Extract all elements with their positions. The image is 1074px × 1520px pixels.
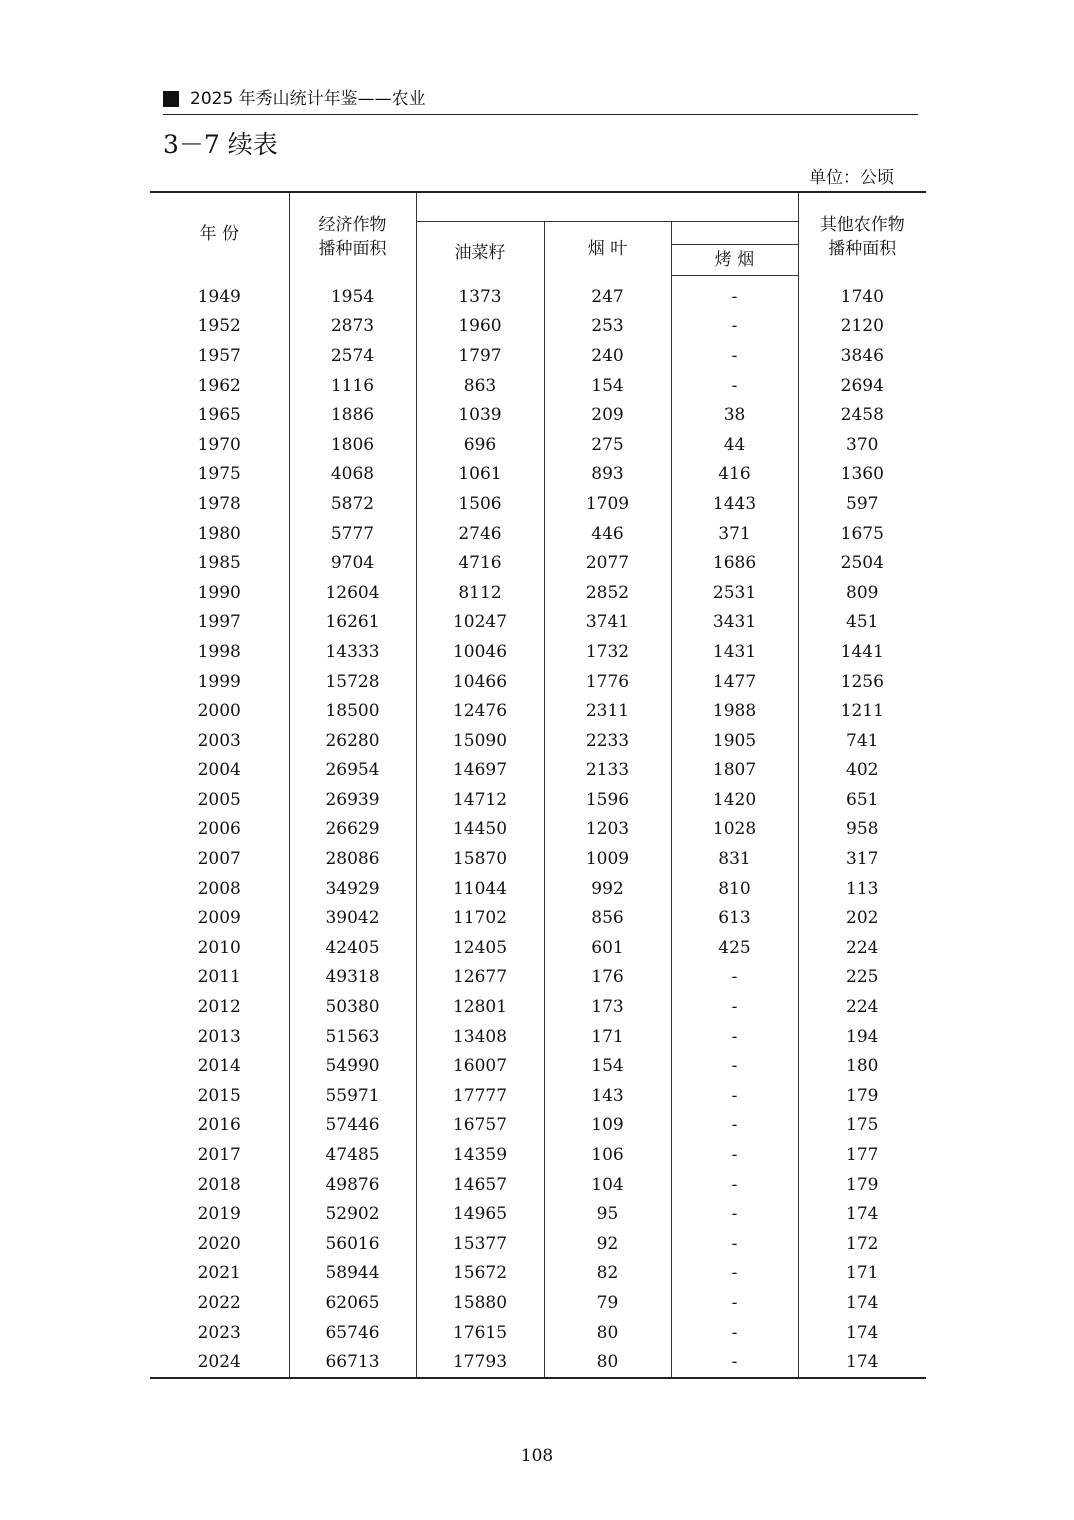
table-body bbox=[150, 276, 926, 1378]
column-header-year: 年 份 bbox=[150, 192, 289, 276]
column-header-other-area bbox=[798, 192, 926, 276]
year-cell: 2012 bbox=[197, 997, 241, 1018]
year-cell: 1980 bbox=[197, 523, 241, 544]
other-area-cell: 1211 bbox=[798, 696, 926, 726]
table-row bbox=[150, 963, 926, 993]
flue-cured-cell: 1443 bbox=[671, 489, 798, 519]
other-area-cell: 741 bbox=[798, 726, 926, 756]
rapeseed-cell: 10247 bbox=[416, 608, 544, 638]
tobacco-cell: 173 bbox=[544, 992, 671, 1022]
other-area-cell: 174 bbox=[798, 1288, 926, 1318]
rapeseed-cell: 16757 bbox=[416, 1111, 544, 1141]
table-row bbox=[150, 844, 926, 874]
rapeseed-cell: 1061 bbox=[416, 460, 544, 490]
rapeseed-cell: 15672 bbox=[416, 1259, 544, 1289]
tobacco-cell: 253 bbox=[544, 312, 671, 342]
other-area-cell: 177 bbox=[798, 1140, 926, 1170]
year-cell: 2008 bbox=[197, 878, 241, 899]
table-row bbox=[150, 578, 926, 608]
column-header-tobacco: 烟 叶 bbox=[544, 222, 671, 276]
flue-cured-cell: 371 bbox=[671, 519, 798, 549]
rapeseed-cell: 1506 bbox=[416, 489, 544, 519]
table-row bbox=[150, 460, 926, 490]
other-area-cell: 958 bbox=[798, 815, 926, 845]
econ-area-cell: 26280 bbox=[289, 726, 416, 756]
tobacco-cell: 1732 bbox=[544, 637, 671, 667]
header-group-spacer bbox=[416, 192, 798, 222]
econ-area-cell: 51563 bbox=[289, 1022, 416, 1052]
econ-area-cell: 34929 bbox=[289, 874, 416, 904]
table-row bbox=[150, 1199, 926, 1229]
year-cell: 2014 bbox=[197, 1056, 241, 1077]
flue-cured-cell: 831 bbox=[671, 844, 798, 874]
year-cell: 2016 bbox=[197, 1115, 241, 1136]
year-cell: 2018 bbox=[197, 1174, 241, 1195]
other-area-cell: 402 bbox=[798, 756, 926, 786]
tobacco-cell: 856 bbox=[544, 903, 671, 933]
year-cell: 2006 bbox=[197, 819, 241, 840]
econ-area-cell: 58944 bbox=[289, 1259, 416, 1289]
econ-area-cell: 55971 bbox=[289, 1081, 416, 1111]
econ-header-line2: 播种面积 bbox=[318, 239, 387, 259]
tobacco-cell: 109 bbox=[544, 1111, 671, 1141]
econ-area-cell: 52902 bbox=[289, 1199, 416, 1229]
table-row bbox=[150, 400, 926, 430]
other-header-line1: 其他农作物 bbox=[819, 215, 905, 235]
rapeseed-cell: 15377 bbox=[416, 1229, 544, 1259]
econ-area-cell: 62065 bbox=[289, 1288, 416, 1318]
table-row bbox=[150, 608, 926, 638]
econ-area-cell: 65746 bbox=[289, 1318, 416, 1348]
year-cell: 1975 bbox=[197, 464, 241, 485]
rapeseed-cell: 17777 bbox=[416, 1081, 544, 1111]
econ-area-cell: 39042 bbox=[289, 903, 416, 933]
page-number: 108 bbox=[520, 1446, 554, 1466]
table-row bbox=[150, 1022, 926, 1052]
tobacco-cell: 92 bbox=[544, 1229, 671, 1259]
year-cell: 1957 bbox=[197, 345, 241, 366]
flue-cured-cell: - bbox=[671, 312, 798, 342]
data-table bbox=[150, 191, 926, 1379]
year-cell: 2023 bbox=[197, 1322, 241, 1343]
year-cell: 1998 bbox=[197, 641, 241, 662]
table-title: 3－7 续表 bbox=[163, 130, 278, 159]
other-area-cell: 2694 bbox=[798, 371, 926, 401]
year-cell: 2021 bbox=[197, 1263, 241, 1284]
flue-cured-cell: - bbox=[671, 1170, 798, 1200]
tobacco-cell: 154 bbox=[544, 1051, 671, 1081]
rapeseed-cell: 863 bbox=[416, 371, 544, 401]
other-area-cell: 651 bbox=[798, 785, 926, 815]
table-row bbox=[150, 903, 926, 933]
year-cell: 2022 bbox=[197, 1292, 241, 1313]
rapeseed-cell: 1039 bbox=[416, 400, 544, 430]
other-area-cell: 171 bbox=[798, 1259, 926, 1289]
flue-cured-cell: - bbox=[671, 1022, 798, 1052]
table-row bbox=[150, 312, 926, 342]
tobacco-cell: 893 bbox=[544, 460, 671, 490]
year-cell: 2010 bbox=[197, 937, 241, 958]
flue-cured-cell: - bbox=[671, 371, 798, 401]
tobacco-cell: 171 bbox=[544, 1022, 671, 1052]
column-header-rapeseed: 油菜籽 bbox=[454, 242, 506, 263]
year-cell: 1949 bbox=[197, 286, 241, 307]
other-area-cell: 1256 bbox=[798, 667, 926, 697]
tobacco-cell: 2233 bbox=[544, 726, 671, 756]
flue-cured-cell: 810 bbox=[671, 874, 798, 904]
year-cell: 1965 bbox=[197, 405, 241, 426]
rapeseed-cell: 12677 bbox=[416, 963, 544, 993]
econ-area-cell: 15728 bbox=[289, 667, 416, 697]
year-cell: 2004 bbox=[197, 760, 241, 781]
other-area-cell: 597 bbox=[798, 489, 926, 519]
other-area-cell: 174 bbox=[798, 1199, 926, 1229]
year-cell: 2007 bbox=[197, 849, 241, 870]
tobacco-cell: 247 bbox=[544, 276, 671, 312]
tobacco-cell: 992 bbox=[544, 874, 671, 904]
table-row bbox=[150, 992, 926, 1022]
flue-cured-cell: 425 bbox=[671, 933, 798, 963]
tobacco-cell: 80 bbox=[544, 1347, 671, 1378]
tobacco-cell: 1709 bbox=[544, 489, 671, 519]
flue-cured-cell: - bbox=[671, 341, 798, 371]
table-row bbox=[150, 785, 926, 815]
flue-cured-cell: - bbox=[671, 963, 798, 993]
rapeseed-cell: 14657 bbox=[416, 1170, 544, 1200]
flue-cured-cell: - bbox=[671, 1111, 798, 1141]
rapeseed-cell: 11044 bbox=[416, 874, 544, 904]
tobacco-cell: 446 bbox=[544, 519, 671, 549]
tobacco-cell: 1009 bbox=[544, 844, 671, 874]
tobacco-cell: 95 bbox=[544, 1199, 671, 1229]
econ-area-cell: 12604 bbox=[289, 578, 416, 608]
table-row bbox=[150, 1259, 926, 1289]
econ-area-cell: 66713 bbox=[289, 1347, 416, 1378]
other-area-cell: 370 bbox=[798, 430, 926, 460]
econ-area-cell: 1886 bbox=[289, 400, 416, 430]
flue-cured-cell: - bbox=[671, 1259, 798, 1289]
table-row bbox=[150, 933, 926, 963]
econ-area-cell: 1954 bbox=[289, 276, 416, 312]
flue-cured-cell: - bbox=[671, 1288, 798, 1318]
rapeseed-cell: 14697 bbox=[416, 756, 544, 786]
other-header-line2: 播种面积 bbox=[828, 239, 897, 259]
other-area-cell: 179 bbox=[798, 1170, 926, 1200]
other-area-cell: 3846 bbox=[798, 341, 926, 371]
econ-header-line1: 经济作物 bbox=[318, 215, 387, 235]
other-area-cell: 317 bbox=[798, 844, 926, 874]
year-cell: 1970 bbox=[197, 434, 241, 455]
flue-cured-cell: - bbox=[671, 276, 798, 312]
other-area-cell: 224 bbox=[798, 933, 926, 963]
table-row bbox=[150, 1111, 926, 1141]
table-row bbox=[150, 756, 926, 786]
tobacco-cell: 275 bbox=[544, 430, 671, 460]
table-row bbox=[150, 1081, 926, 1111]
rapeseed-cell: 1960 bbox=[416, 312, 544, 342]
other-area-cell: 194 bbox=[798, 1022, 926, 1052]
running-title: 2025 年秀山统计年鉴——农业 bbox=[190, 89, 426, 109]
flue-cured-cell: 1686 bbox=[671, 548, 798, 578]
rapeseed-cell: 1797 bbox=[416, 341, 544, 371]
year-cell: 2020 bbox=[197, 1233, 241, 1254]
flue-cured-cell: 1477 bbox=[671, 667, 798, 697]
tobacco-cell: 2077 bbox=[544, 548, 671, 578]
econ-area-cell: 5872 bbox=[289, 489, 416, 519]
tobacco-cell: 1203 bbox=[544, 815, 671, 845]
econ-area-cell: 26954 bbox=[289, 756, 416, 786]
rapeseed-cell: 12476 bbox=[416, 696, 544, 726]
tobacco-cell: 82 bbox=[544, 1259, 671, 1289]
rapeseed-cell: 10466 bbox=[416, 667, 544, 697]
flue-cured-cell: 38 bbox=[671, 400, 798, 430]
year-cell: 2003 bbox=[197, 730, 241, 751]
year-cell: 1952 bbox=[197, 316, 241, 337]
econ-area-cell: 42405 bbox=[289, 933, 416, 963]
rapeseed-cell: 12801 bbox=[416, 992, 544, 1022]
table-row bbox=[150, 667, 926, 697]
other-area-cell: 224 bbox=[798, 992, 926, 1022]
econ-area-cell: 2574 bbox=[289, 341, 416, 371]
other-area-cell: 172 bbox=[798, 1229, 926, 1259]
econ-area-cell: 14333 bbox=[289, 637, 416, 667]
flue-cured-cell: 416 bbox=[671, 460, 798, 490]
year-cell: 2019 bbox=[197, 1204, 241, 1225]
flue-cured-cell: - bbox=[671, 1081, 798, 1111]
rapeseed-cell: 14359 bbox=[416, 1140, 544, 1170]
flue-cured-cell: 613 bbox=[671, 903, 798, 933]
other-area-cell: 225 bbox=[798, 963, 926, 993]
econ-area-cell: 2873 bbox=[289, 312, 416, 342]
econ-area-cell: 47485 bbox=[289, 1140, 416, 1170]
econ-area-cell: 54990 bbox=[289, 1051, 416, 1081]
other-area-cell: 174 bbox=[798, 1347, 926, 1378]
year-cell: 2005 bbox=[197, 789, 241, 810]
econ-area-cell: 56016 bbox=[289, 1229, 416, 1259]
rapeseed-cell: 16007 bbox=[416, 1051, 544, 1081]
tobacco-cell: 601 bbox=[544, 933, 671, 963]
flue-cured-cell: 1431 bbox=[671, 637, 798, 667]
table-row bbox=[150, 1288, 926, 1318]
other-area-cell: 175 bbox=[798, 1111, 926, 1141]
table-row bbox=[150, 1229, 926, 1259]
flue-cured-cell: - bbox=[671, 1347, 798, 1378]
rapeseed-cell: 10046 bbox=[416, 637, 544, 667]
year-cell: 1999 bbox=[197, 671, 241, 692]
tobacco-cell: 143 bbox=[544, 1081, 671, 1111]
rapeseed-cell: 11702 bbox=[416, 903, 544, 933]
flue-cured-cell: - bbox=[671, 992, 798, 1022]
year-cell: 1962 bbox=[197, 375, 241, 396]
table-row bbox=[150, 1051, 926, 1081]
rapeseed-cell: 2746 bbox=[416, 519, 544, 549]
econ-area-cell: 26629 bbox=[289, 815, 416, 845]
header-square-icon bbox=[163, 91, 179, 107]
flue-cured-cell: - bbox=[671, 1229, 798, 1259]
tobacco-cell: 209 bbox=[544, 400, 671, 430]
tobacco-cell: 1776 bbox=[544, 667, 671, 697]
tobacco-cell: 2852 bbox=[544, 578, 671, 608]
flue-cured-cell: 1905 bbox=[671, 726, 798, 756]
tobacco-cell: 1596 bbox=[544, 785, 671, 815]
rapeseed-cell: 17615 bbox=[416, 1318, 544, 1348]
table-row bbox=[150, 519, 926, 549]
tobacco-cell: 106 bbox=[544, 1140, 671, 1170]
econ-area-cell: 26939 bbox=[289, 785, 416, 815]
flue-cured-cell: - bbox=[671, 1199, 798, 1229]
other-area-cell: 1441 bbox=[798, 637, 926, 667]
other-area-cell: 202 bbox=[798, 903, 926, 933]
econ-area-cell: 4068 bbox=[289, 460, 416, 490]
year-cell: 2015 bbox=[197, 1085, 241, 1106]
econ-area-cell: 1806 bbox=[289, 430, 416, 460]
other-area-cell: 113 bbox=[798, 874, 926, 904]
other-area-cell: 180 bbox=[798, 1051, 926, 1081]
year-cell: 2009 bbox=[197, 908, 241, 929]
flue-cured-cell: 1420 bbox=[671, 785, 798, 815]
table-row bbox=[150, 371, 926, 401]
flue-cured-cell: 44 bbox=[671, 430, 798, 460]
tobacco-cell: 104 bbox=[544, 1170, 671, 1200]
running-header bbox=[163, 88, 918, 115]
other-area-cell: 2458 bbox=[798, 400, 926, 430]
econ-area-cell: 57446 bbox=[289, 1111, 416, 1141]
table-row bbox=[150, 548, 926, 578]
other-area-cell: 1740 bbox=[798, 276, 926, 312]
econ-area-cell: 49318 bbox=[289, 963, 416, 993]
econ-area-cell: 1116 bbox=[289, 371, 416, 401]
econ-area-cell: 16261 bbox=[289, 608, 416, 638]
econ-area-cell: 18500 bbox=[289, 696, 416, 726]
flue-cured-cell: - bbox=[671, 1140, 798, 1170]
table-row bbox=[150, 1170, 926, 1200]
table-row bbox=[150, 430, 926, 460]
table-row bbox=[150, 1140, 926, 1170]
rapeseed-cell: 15880 bbox=[416, 1288, 544, 1318]
rapeseed-cell: 12405 bbox=[416, 933, 544, 963]
table-row bbox=[150, 276, 926, 312]
other-area-cell: 174 bbox=[798, 1318, 926, 1348]
rapeseed-cell: 13408 bbox=[416, 1022, 544, 1052]
econ-area-cell: 5777 bbox=[289, 519, 416, 549]
table-row bbox=[150, 726, 926, 756]
tobacco-cell: 80 bbox=[544, 1318, 671, 1348]
other-area-cell: 809 bbox=[798, 578, 926, 608]
rapeseed-cell: 8112 bbox=[416, 578, 544, 608]
year-cell: 2013 bbox=[197, 1026, 241, 1047]
column-header-econ-area bbox=[289, 192, 416, 276]
rapeseed-cell: 1373 bbox=[416, 276, 544, 312]
flue-cured-cell: 2531 bbox=[671, 578, 798, 608]
tobacco-cell: 154 bbox=[544, 371, 671, 401]
header-flue-spacer bbox=[671, 222, 798, 245]
other-area-cell: 1675 bbox=[798, 519, 926, 549]
tobacco-cell: 176 bbox=[544, 963, 671, 993]
flue-cured-cell: - bbox=[671, 1051, 798, 1081]
table-row bbox=[150, 489, 926, 519]
table-row bbox=[150, 815, 926, 845]
flue-cured-cell: 1028 bbox=[671, 815, 798, 845]
other-area-cell: 451 bbox=[798, 608, 926, 638]
flue-cured-cell: 1807 bbox=[671, 756, 798, 786]
other-area-cell: 2120 bbox=[798, 312, 926, 342]
column-header-flue-cured: 烤 烟 bbox=[671, 245, 798, 276]
tobacco-cell: 3741 bbox=[544, 608, 671, 638]
table-row bbox=[150, 1347, 926, 1378]
econ-area-cell: 50380 bbox=[289, 992, 416, 1022]
rapeseed-cell: 14965 bbox=[416, 1199, 544, 1229]
rapeseed-cell: 696 bbox=[416, 430, 544, 460]
year-cell: 2024 bbox=[197, 1352, 241, 1373]
year-cell: 2017 bbox=[197, 1145, 241, 1166]
year-cell: 2011 bbox=[197, 967, 241, 988]
flue-cured-cell: - bbox=[671, 1318, 798, 1348]
rapeseed-cell: 17793 bbox=[416, 1347, 544, 1378]
rapeseed-cell: 4716 bbox=[416, 548, 544, 578]
econ-area-cell: 28086 bbox=[289, 844, 416, 874]
year-cell: 1985 bbox=[197, 553, 241, 574]
table-row bbox=[150, 874, 926, 904]
unit-label: 单位：公顷 bbox=[809, 168, 894, 188]
rapeseed-cell: 15090 bbox=[416, 726, 544, 756]
year-cell: 1978 bbox=[197, 493, 241, 514]
table-row bbox=[150, 637, 926, 667]
table-row bbox=[150, 696, 926, 726]
tobacco-cell: 2133 bbox=[544, 756, 671, 786]
econ-area-cell: 49876 bbox=[289, 1170, 416, 1200]
table-row bbox=[150, 341, 926, 371]
other-area-cell: 1360 bbox=[798, 460, 926, 490]
flue-cured-cell: 1988 bbox=[671, 696, 798, 726]
other-area-cell: 2504 bbox=[798, 548, 926, 578]
flue-cured-cell: 3431 bbox=[671, 608, 798, 638]
tobacco-cell: 2311 bbox=[544, 696, 671, 726]
year-cell: 1997 bbox=[197, 612, 241, 633]
rapeseed-cell: 14712 bbox=[416, 785, 544, 815]
tobacco-cell: 79 bbox=[544, 1288, 671, 1318]
rapeseed-cell: 15870 bbox=[416, 844, 544, 874]
tobacco-cell: 240 bbox=[544, 341, 671, 371]
table-row bbox=[150, 1318, 926, 1348]
other-area-cell: 179 bbox=[798, 1081, 926, 1111]
year-cell: 2000 bbox=[197, 701, 241, 722]
rapeseed-cell: 14450 bbox=[416, 815, 544, 845]
year-cell: 1990 bbox=[197, 582, 241, 603]
econ-area-cell: 9704 bbox=[289, 548, 416, 578]
